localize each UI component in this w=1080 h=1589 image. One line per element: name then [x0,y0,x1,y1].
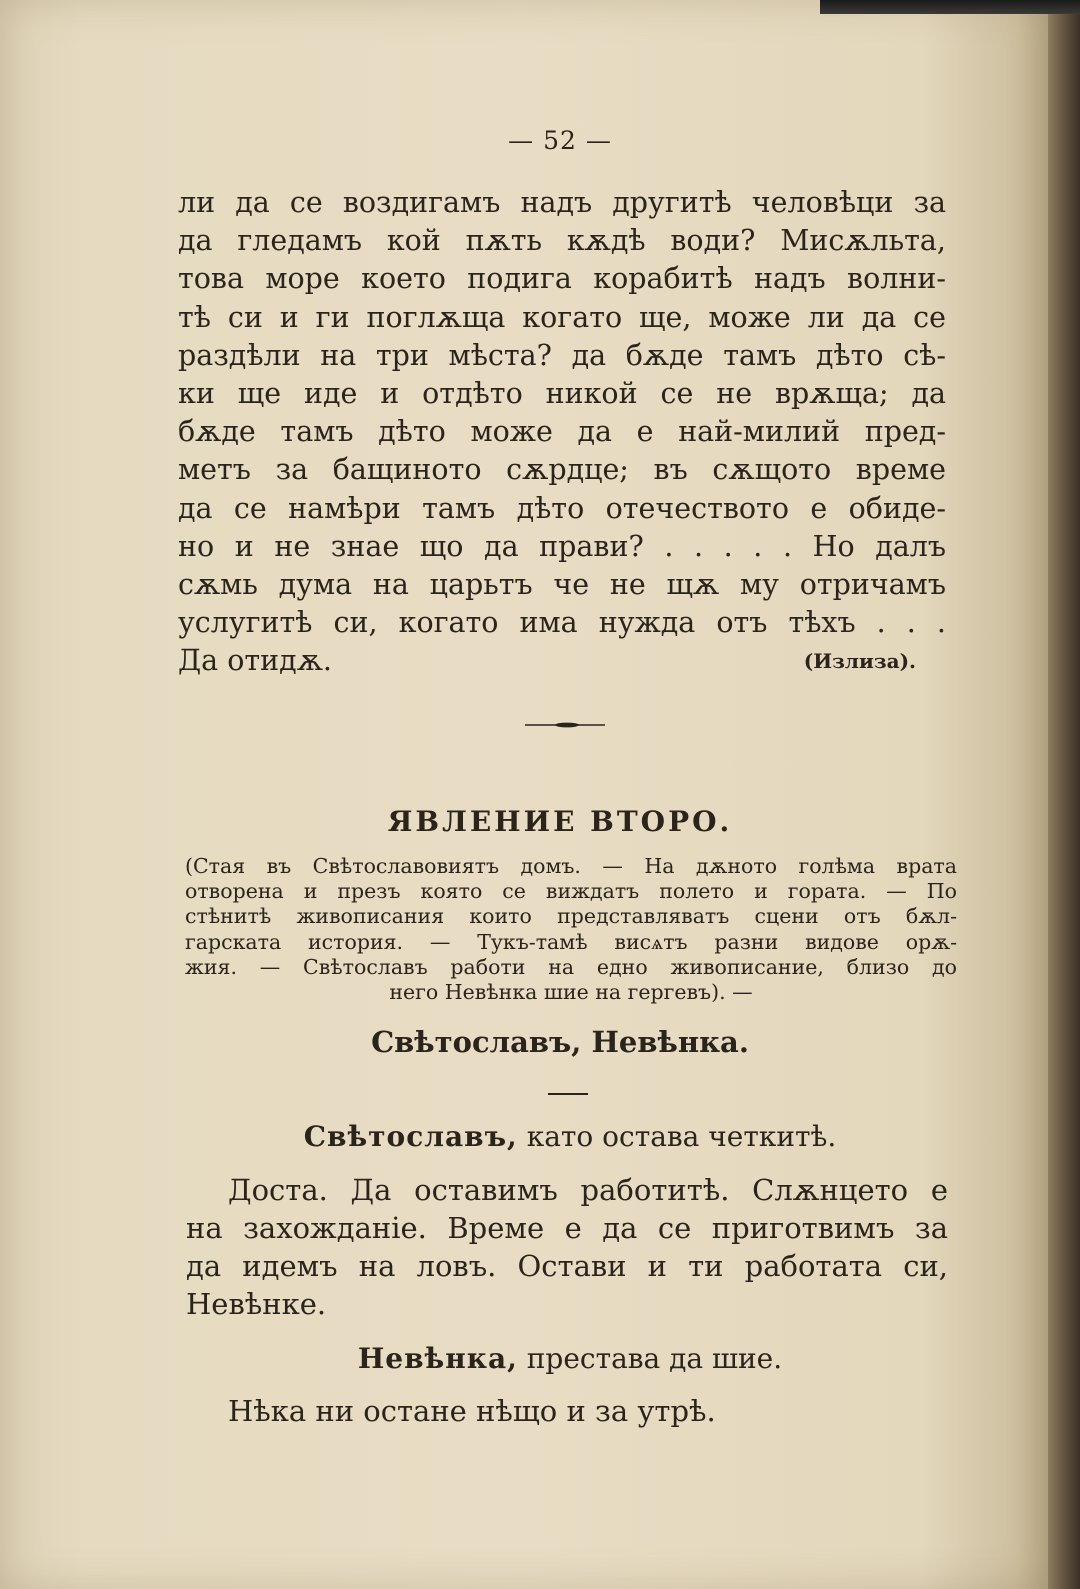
text-line: ки ще иде и отдѣто никой се не врѫща; да [178,377,946,411]
speech-line: Невѣнке. [186,1287,327,1321]
section-divider-ornament [525,722,605,728]
exit-stage-note: (Излиза). [803,649,916,674]
speech-line: на захожданіе. Време е да се приготвимъ за [186,1211,948,1245]
stage-direction-line: гарската история. — Тукъ-тамѣ висѧтъ разни видове орѫ- [185,929,957,954]
text-line: раздѣли на три мѣста? да бѫде тамъ дѣто сѣ- [178,338,946,372]
scene-title: ЯВЛЕНИЕ ВТОРО. [387,805,733,838]
text-line: сѫмь дума на царьтъ че не щѫ му отричамъ [178,568,946,602]
speech-block [228,1392,990,1430]
text-line: услугитѣ си, когато има нужда отъ тѣхъ . . . [178,606,946,640]
text-line: но и не знае що да прави? . . . . . Но далъ [178,529,946,563]
text-line: да гледамъ кой пѫть кѫдѣ води? Мисѫльта, [178,224,946,258]
stage-direction [185,854,957,1005]
monologue-paragraph [178,184,946,681]
stage-direction-line: него Невѣнка шие на гергевъ). — [389,980,753,1005]
speaker-heading [0,1342,1080,1375]
final-line [178,642,946,680]
speech-block [186,1171,948,1323]
scan-border [820,0,1080,14]
text-line: метъ за бащиното сѫрдце; въ сѫщото време [178,453,946,487]
speech-line: да идемъ на ловъ. Остави и ти работата си, [186,1249,948,1283]
divider-rule [548,1093,588,1095]
characters-list: Свѣтославъ, Невѣнка. [371,1025,749,1059]
stage-direction-line: отворена и презъ която се виждатъ полето и гората. — По [185,879,957,904]
speaker-heading [0,1120,1080,1153]
text-line: тѣ си и ги поглѫща когато ще, може ли да се [178,300,946,334]
stage-direction-line: (Стая въ Свѣтославовиятъ домъ. — На дѫното голѣма врата [185,854,957,878]
text-line: това море което подига корабитѣ надъ волни- [178,262,946,296]
text-line: ли да се воздигамъ надъ другитѣ человѣци за [178,186,946,219]
speech-line: Доста. Да оставимъ работитѣ. Слѫнцето е [228,1173,948,1207]
final-line-text: Да отидѫ. [178,644,332,678]
speaker-direction: престава да шие. [526,1342,783,1375]
book-page-edge [1048,0,1080,1589]
text-line: бѫде тамъ дѣто може да е най-милий пред- [178,415,946,449]
speaker-name: Невѣнка, [357,1342,518,1375]
stage-direction-line: стѣнитѣ живописания които представляватъ сцени отъ бѫл- [185,904,957,929]
stage-direction-line: жия. — Свѣтославъ работи на едно живописание, близо до [185,954,957,979]
text-line: да се намѣри тамъ дѣто отечеството е обиде- [178,491,946,525]
page-number: — 52 — [508,126,612,155]
speaker-direction: като остава четкитѣ. [526,1120,837,1153]
speech-line: Нѣка ни остане нѣщо и за утрѣ. [228,1394,716,1428]
speaker-name: Свѣтославъ, [303,1120,518,1153]
